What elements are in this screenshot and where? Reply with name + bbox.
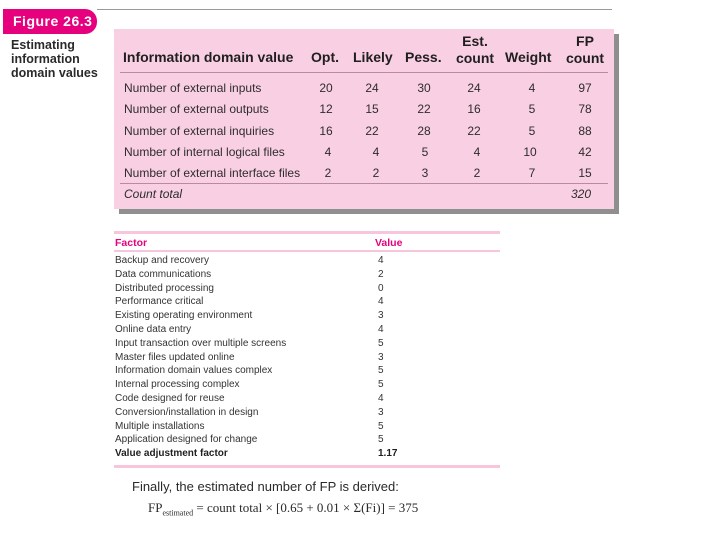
- header-est-line: Est.: [462, 33, 488, 49]
- cell-fp: 42: [578, 145, 592, 159]
- header-info-domain: Information domain value: [123, 49, 294, 65]
- factor-value: 3: [378, 351, 384, 363]
- header-likely: Likely: [353, 49, 393, 65]
- cell-opt: 12: [319, 102, 333, 116]
- cell-fp: 97: [578, 81, 592, 95]
- cell-weight: 4: [528, 81, 536, 95]
- header-est-count: [453, 33, 497, 67]
- fp-subscript: estimated: [162, 508, 194, 518]
- row-label: Number of external interface files: [124, 166, 301, 180]
- top-rule: [97, 9, 612, 10]
- cell-opt: 4: [324, 145, 332, 159]
- formula-body: = count total × [0.65 + 0.01 × Σ(Fi)] = 375: [193, 500, 419, 515]
- factor-label: Information domain values complex: [115, 365, 273, 377]
- header-pess: Pess.: [405, 49, 442, 65]
- value-header: Value: [375, 237, 403, 249]
- row-label: Number of internal logical files: [124, 145, 285, 159]
- total-rule: [120, 183, 608, 184]
- cell-pess: 30: [417, 81, 431, 95]
- factor-value: 5: [378, 365, 384, 377]
- cell-est: 22: [467, 124, 481, 138]
- factor-header-rule: [114, 250, 500, 252]
- factor-value: 5: [378, 337, 384, 349]
- factor-label: Existing operating environment: [115, 310, 253, 322]
- cell-fp: 15: [578, 166, 592, 180]
- factor-label: Multiple installations: [115, 420, 205, 432]
- factor-label: Backup and recovery: [115, 255, 209, 266]
- header-fp-count: [564, 33, 606, 67]
- header-opt: Opt.: [311, 49, 339, 65]
- caption-line: domain values: [11, 66, 98, 80]
- caption-line: information: [11, 52, 80, 66]
- factor-header: Factor: [115, 237, 148, 249]
- factor-value: 4: [378, 324, 384, 335]
- row-label: Number of external inputs: [124, 81, 262, 95]
- cell-weight: 10: [523, 145, 537, 159]
- factor-value: 5: [378, 379, 384, 391]
- cell-est: 24: [467, 81, 481, 95]
- factor-label: Internal processing complex: [115, 379, 240, 391]
- factor-value: 3: [378, 406, 384, 418]
- finally-text: Finally, the estimated number of FP is derived:: [132, 479, 399, 494]
- cell-likely: 2: [372, 166, 380, 180]
- cell-likely: 22: [365, 124, 379, 138]
- figure-label: Figure 26.3: [3, 9, 97, 34]
- factor-value: 5: [378, 434, 384, 446]
- factor-top-rule: [114, 231, 500, 234]
- count-total-value: 320: [570, 187, 592, 201]
- factor-label: Conversion/installation in design: [115, 406, 259, 418]
- header-est-line: count: [455, 50, 495, 66]
- cell-likely: 4: [372, 145, 380, 159]
- cell-est: 2: [473, 166, 481, 180]
- cell-fp: 78: [578, 102, 592, 116]
- cell-opt: 16: [319, 124, 333, 138]
- factor-label: Code designed for reuse: [115, 393, 225, 404]
- row-label: Number of external inquiries: [124, 124, 275, 138]
- factor-value: 4: [378, 296, 384, 308]
- factor-label: Master files updated online: [115, 351, 235, 363]
- factor-value: 4: [378, 255, 384, 266]
- factor-label: Data communications: [115, 268, 212, 280]
- factor-label: Distributed processing: [115, 282, 214, 294]
- cell-pess: 3: [421, 166, 429, 180]
- cell-weight: 7: [528, 166, 536, 180]
- header-fp-line: FP: [576, 33, 594, 49]
- cell-est: 4: [473, 145, 481, 159]
- header-fp-line: count: [565, 50, 605, 66]
- factor-label: Online data entry: [115, 324, 192, 335]
- fp-formula: [148, 500, 418, 518]
- cell-pess: 28: [417, 124, 431, 138]
- header-rule: [120, 72, 608, 73]
- cell-likely: 24: [365, 81, 379, 95]
- factor-label: Performance critical: [115, 296, 204, 308]
- factor-value: 2: [378, 268, 384, 280]
- caption-line: Estimating: [11, 38, 75, 52]
- factor-value: 4: [378, 393, 384, 404]
- cell-weight: 5: [528, 102, 536, 116]
- value-adjustment-label: Value adjustment factor: [115, 448, 228, 459]
- factor-bottom-rule: [114, 465, 500, 468]
- figure-caption: [11, 38, 111, 80]
- cell-est: 16: [467, 102, 481, 116]
- factor-value: 0: [378, 282, 384, 294]
- cell-opt: 2: [324, 166, 332, 180]
- factor-label: Application designed for change: [115, 434, 258, 446]
- header-weight: Weight: [505, 49, 552, 65]
- factor-value: 5: [378, 420, 384, 432]
- value-adjustment-value: 1.17: [378, 448, 398, 459]
- cell-fp: 88: [578, 124, 592, 138]
- row-label: Number of external outputs: [124, 102, 269, 116]
- fp-symbol: FP: [148, 500, 163, 515]
- cell-pess: 22: [417, 102, 431, 116]
- cell-likely: 15: [365, 102, 379, 116]
- count-total-label: Count total: [124, 187, 183, 201]
- factor-label: Input transaction over multiple screens: [115, 337, 287, 349]
- cell-opt: 20: [319, 81, 333, 95]
- cell-weight: 5: [528, 124, 536, 138]
- factor-value: 3: [378, 310, 384, 322]
- cell-pess: 5: [421, 145, 429, 159]
